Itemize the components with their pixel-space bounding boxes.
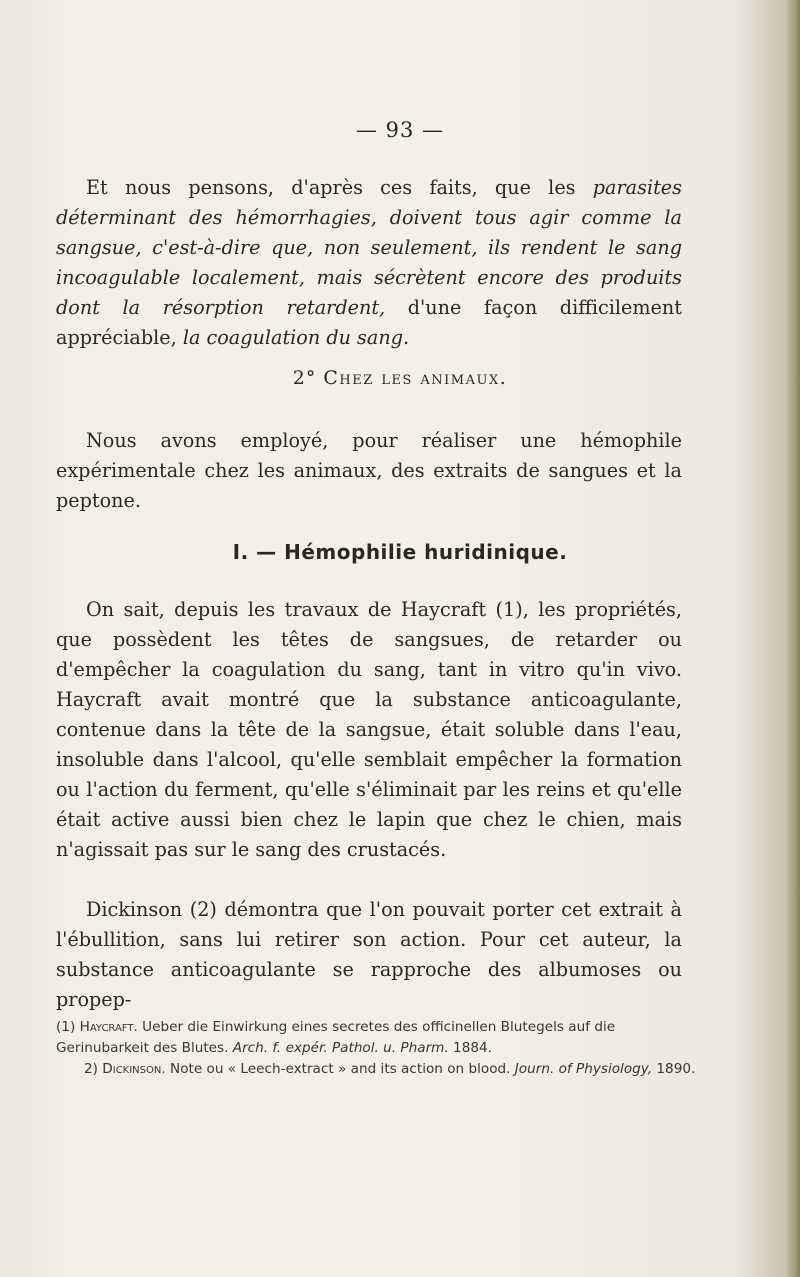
intro-italic-a: parasites déterminant des hémorrhagies, doivent tous agir comme la sangsue, c'est-à-dire que, non seulement, ils rendent le sang incoagulable localement, mais sécrètent encore des produits dont la résorption retardent, <box>56 176 682 319</box>
intro-paragraph <box>56 173 682 353</box>
section-number: 2° <box>292 367 317 389</box>
footnote-2: 2) Dickinson. Note ou « Leech-extract » and its action on blood. Journ. of Physiology, 1890. <box>84 1061 696 1077</box>
body-paragraph-2: Dickinson (2) démontra que l'on pouvait porter cet extrait à l'ébullition, sans lui retirer son action. Pour cet auteur, la substance anticoagulante se rapproche des albumoses ou propep- <box>56 898 682 1011</box>
section-intro-paragraph: Nous avons employé, pour réaliser une hémophile expérimentale chez les animaux, des extraits de sangues et la peptone. <box>56 429 682 512</box>
page-number: — 93 — <box>355 118 445 142</box>
section-title: Chez les animaux. <box>323 367 508 389</box>
page-edge-shadow <box>786 0 800 1277</box>
section-heading <box>0 367 800 389</box>
intro-italic-b: la coagulation du sang. <box>182 326 410 349</box>
body-paragraph-1: On sait, depuis les travaux de Haycraft (1), les propriétés, que possèdent les têtes de sangsues, de retarder ou d'empêcher la coagulation du sang, tant in vitro qu'in vivo. Haycraft avait montré que la substance anticoagulante, contenue dans la tête de la sangsue, était soluble dans l'eau, insoluble dans l'alcool, qu'elle semblait empêcher la formation ou l'action du ferment, qu'elle s'éliminait par les reins et qu'elle était active aussi bien chez le lapin que chez le chien, mais n'agissait pas sur le sang des crustacés. <box>56 598 682 861</box>
footnotes <box>56 1017 696 1080</box>
intro-text-a: Et nous pensons, d'après ces faits, que les <box>86 176 593 199</box>
intro-text-b: d'une façon difficilement appréciable, <box>56 296 682 349</box>
footnote-1: (1) Haycraft. Ueber die Einwirkung eines secretes des officinellen Blutegels auf die Gerinubarkeit des Blutes. Arch. f. expér. Pathol. u. Pharm. 1884. <box>56 1019 616 1056</box>
subsection-heading: I. — Hémophilie huridinique. <box>232 540 568 564</box>
